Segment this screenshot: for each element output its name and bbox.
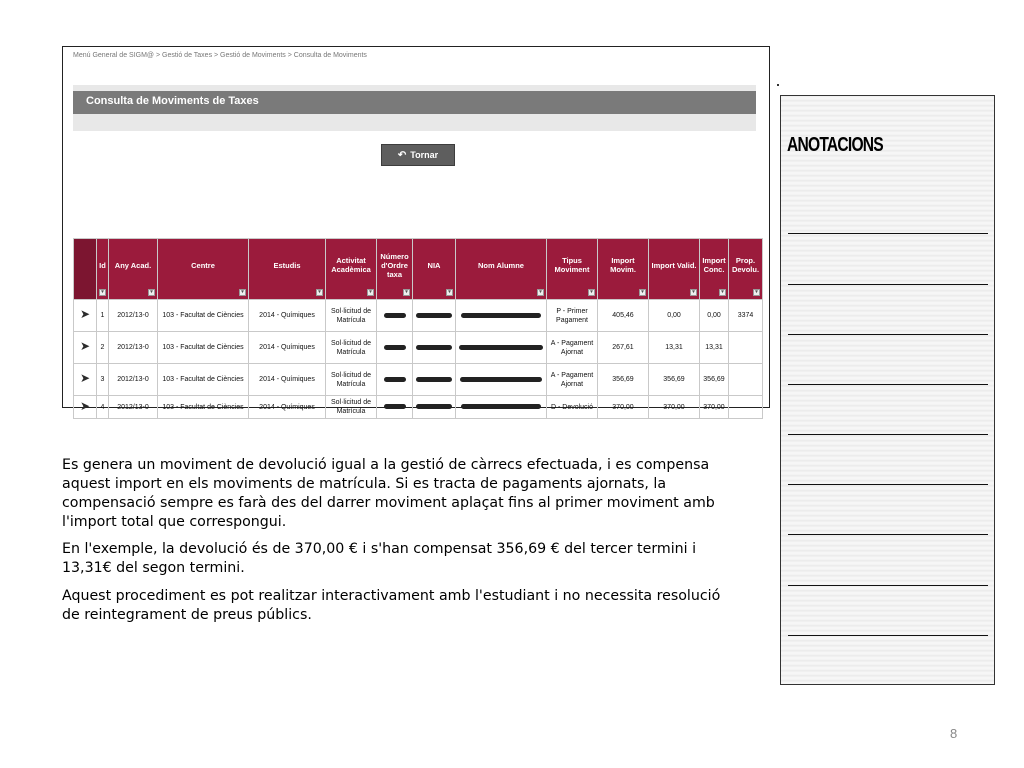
row-select-cell[interactable] <box>74 332 97 364</box>
column-header-activitat[interactable]: Activitat Acadèmica ▾ <box>326 239 377 300</box>
column-header-centre[interactable]: Centre ▾ <box>158 239 249 300</box>
column-header-any[interactable]: Any Acad. ▾ <box>109 239 158 300</box>
title-bar <box>73 91 756 114</box>
column-header-conc[interactable]: Import Conc. ▾ <box>700 239 729 300</box>
sort-icon[interactable]: ▾ <box>690 289 697 296</box>
redacted-nom <box>456 364 547 396</box>
note-line <box>788 434 988 435</box>
cursor-icon[interactable]: ➤ <box>79 339 91 353</box>
sort-icon[interactable]: ▾ <box>588 289 595 296</box>
title-area <box>73 85 756 131</box>
sort-icon[interactable]: ▾ <box>239 289 246 296</box>
embedded-screenshot <box>62 46 770 415</box>
annotations-panel <box>780 95 995 685</box>
note-line <box>788 233 988 234</box>
sort-icon[interactable]: ▾ <box>367 289 374 296</box>
redacted-nom <box>456 332 547 364</box>
note-line <box>788 284 988 285</box>
sort-icon[interactable]: ▾ <box>446 289 453 296</box>
column-header-nom[interactable]: Nom Alumne ▾ <box>456 239 547 300</box>
column-header-nia[interactable]: NIA ▾ <box>413 239 456 300</box>
row-select-cell[interactable] <box>74 396 97 419</box>
column-header-id[interactable]: Id ▾ <box>97 239 109 300</box>
paragraph-1: Es genera un moviment de devolució igual a la gestió de càrrecs efectuada, i es compensa aquest import en els moviments de matrícula. Si es tracta de pagaments ajornats, la compensació sempre es farà des del darrer moviment aplaçat fins al primer moviment amb l'import total que correspongui. <box>62 457 715 530</box>
sort-icon[interactable]: ▾ <box>148 289 155 296</box>
redacted-ordre <box>377 332 413 364</box>
table-row[interactable]: ➤ 2 2012/13-0 103 - Facultat de Ciències 2014 - Químiques Sol·licitud de Matrícula A - Pagament Ajornat 267,61 13,31 13,31 <box>74 332 763 364</box>
sort-icon[interactable]: ▾ <box>316 289 323 296</box>
column-header-select <box>74 239 97 300</box>
column-header-tipus[interactable]: Tipus Moviment ▾ <box>547 239 598 300</box>
table-row[interactable]: ➤ 1 2012/13-0 103 - Facultat de Ciències 2014 - Químiques Sol·licitud de Matrícula P - Primer Pagament 405,46 0,00 0,00 3374 <box>74 300 763 332</box>
back-arrow-icon: ↶ <box>397 149 407 161</box>
breadcrumb: Menú General de SIGM@ > Gestió de Taxes > Gestió de Moviments > Consulta de Moviments <box>73 52 367 59</box>
sort-icon[interactable]: ▾ <box>537 289 544 296</box>
column-header-estudis[interactable]: Estudis ▾ <box>249 239 326 300</box>
redacted-nia <box>413 300 456 332</box>
sort-icon[interactable]: ▾ <box>99 289 106 296</box>
note-line <box>788 334 988 335</box>
movements-table <box>73 238 763 419</box>
redacted-nia <box>413 364 456 396</box>
note-line <box>788 384 988 385</box>
column-header-movim[interactable]: Import Movim. ▾ <box>598 239 649 300</box>
paragraph-2: En l'exemple, la devolució és de 370,00 € i s'han compensat 356,69 € del tercer termini i 13,31€ del segon termini. <box>62 541 697 576</box>
sort-icon[interactable]: ▾ <box>639 289 646 296</box>
column-header-devolu[interactable]: Prop. Devolu. ▾ <box>729 239 763 300</box>
note-line <box>788 484 988 485</box>
redacted-ordre <box>377 364 413 396</box>
redacted-nom <box>456 300 547 332</box>
tornar-button[interactable] <box>381 144 455 166</box>
redacted-nia <box>413 332 456 364</box>
column-header-ordre[interactable]: Número d'Ordre taxa ▾ <box>377 239 413 300</box>
note-line <box>788 585 988 586</box>
decorative-dot <box>777 84 779 86</box>
cursor-icon[interactable]: ➤ <box>79 307 91 321</box>
redacted-ordre <box>377 396 413 419</box>
sort-icon[interactable]: ▾ <box>753 289 760 296</box>
redacted-ordre <box>377 300 413 332</box>
row-select-cell[interactable] <box>74 364 97 396</box>
table-row[interactable]: ➤ 4 2012/13-0 103 - Facultat de Ciències 2014 - Químiques Sol·licitud de Matrícula D - Devolució 370,00 370,00 370,00 <box>74 396 763 419</box>
note-line <box>788 534 988 535</box>
sort-icon[interactable]: ▾ <box>403 289 410 296</box>
row-select-cell[interactable] <box>74 300 97 332</box>
page-title: Consulta de Moviments de Taxes <box>86 95 259 107</box>
cursor-icon[interactable]: ➤ <box>79 371 91 385</box>
page-number: 8 <box>950 726 958 741</box>
column-header-valid[interactable]: Import Valid. ▾ <box>649 239 700 300</box>
sort-icon[interactable]: ▾ <box>719 289 726 296</box>
redacted-nia <box>413 396 456 419</box>
table-row[interactable]: ➤ 3 2012/13-0 103 - Facultat de Ciències 2014 - Químiques Sol·licitud de Matrícula A - Pagament Ajornat 356,69 356,69 356,69 <box>74 364 763 396</box>
note-line <box>788 635 988 636</box>
paragraph-3: Aquest procediment es pot realitzar interactivament amb l'estudiant i no necessita resolució de reintegrament de preus públics. <box>62 588 721 623</box>
annotations-title: ANOTACIONS <box>787 134 883 156</box>
redacted-nom <box>456 396 547 419</box>
cursor-icon[interactable]: ➤ <box>79 398 91 413</box>
tornar-label: Tornar <box>410 150 439 160</box>
